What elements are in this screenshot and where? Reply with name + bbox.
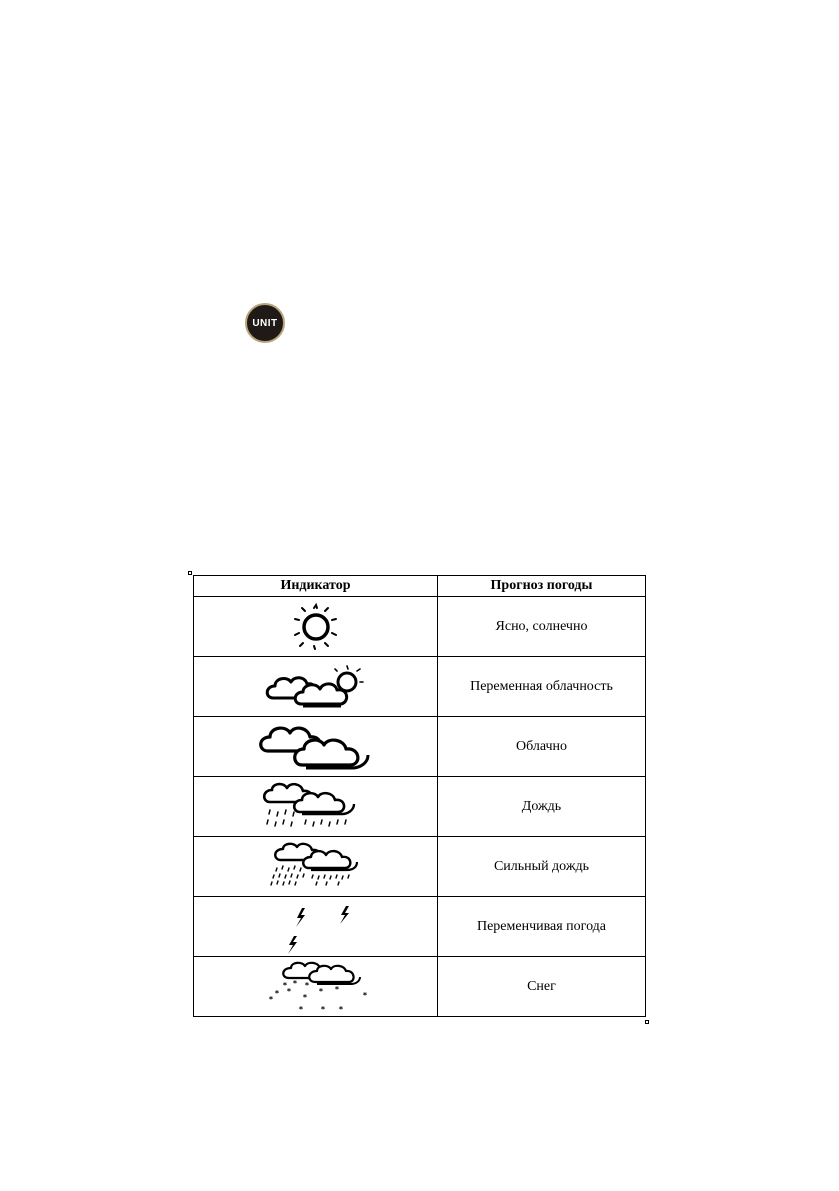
rain-icon [256, 780, 376, 834]
heavy-rain-icon [261, 840, 371, 894]
indicator-cell [194, 717, 438, 777]
forecast-cell: Снег [438, 957, 646, 1017]
table-row [194, 897, 646, 957]
table-row [194, 837, 646, 897]
svg-text:*: * [338, 1004, 343, 1014]
snow-icon [261, 960, 371, 1014]
svg-text:*: * [362, 990, 367, 1000]
indicator-cell [194, 597, 438, 657]
header-forecast: Прогноз погоды [438, 576, 646, 597]
svg-text:*: * [304, 980, 309, 990]
indicator-cell [194, 957, 438, 1017]
svg-text:*: * [282, 980, 287, 990]
table-resize-handle[interactable] [645, 1020, 649, 1024]
svg-text:*: * [318, 986, 323, 996]
svg-text:*: * [292, 978, 297, 988]
indicator-cell [194, 837, 438, 897]
forecast-cell: Сильный дождь [438, 837, 646, 897]
changeable-weather-icon [266, 900, 366, 954]
table-row [194, 657, 646, 717]
svg-text:*: * [298, 1004, 303, 1014]
weather-indicator-table [193, 575, 646, 1017]
svg-text:*: * [302, 992, 307, 1002]
svg-text:*: * [334, 984, 339, 994]
partly-cloudy-icon [261, 662, 371, 712]
forecast-cell: Облачно [438, 717, 646, 777]
svg-text:*: * [286, 986, 291, 996]
table-row [194, 777, 646, 837]
table-row [194, 717, 646, 777]
indicator-cell [194, 777, 438, 837]
forecast-cell: Переменчивая погода [438, 897, 646, 957]
cloudy-icon [256, 721, 376, 773]
sun-icon [286, 602, 346, 652]
unit-logo-icon [245, 303, 285, 343]
table-row [194, 597, 646, 657]
indicator-cell [194, 657, 438, 717]
svg-text:*: * [320, 1004, 325, 1014]
svg-text:*: * [274, 988, 279, 998]
indicator-cell [194, 897, 438, 957]
svg-text:*: * [268, 994, 273, 1004]
table-header-row [194, 576, 646, 597]
table-row [194, 957, 646, 1017]
forecast-cell: Дождь [438, 777, 646, 837]
header-indicator: Индикатор [194, 576, 438, 597]
table-move-handle[interactable] [188, 571, 192, 575]
logo-text: UNIT [252, 317, 278, 329]
forecast-cell: Ясно, солнечно [438, 597, 646, 657]
forecast-cell: Переменная облачность [438, 657, 646, 717]
